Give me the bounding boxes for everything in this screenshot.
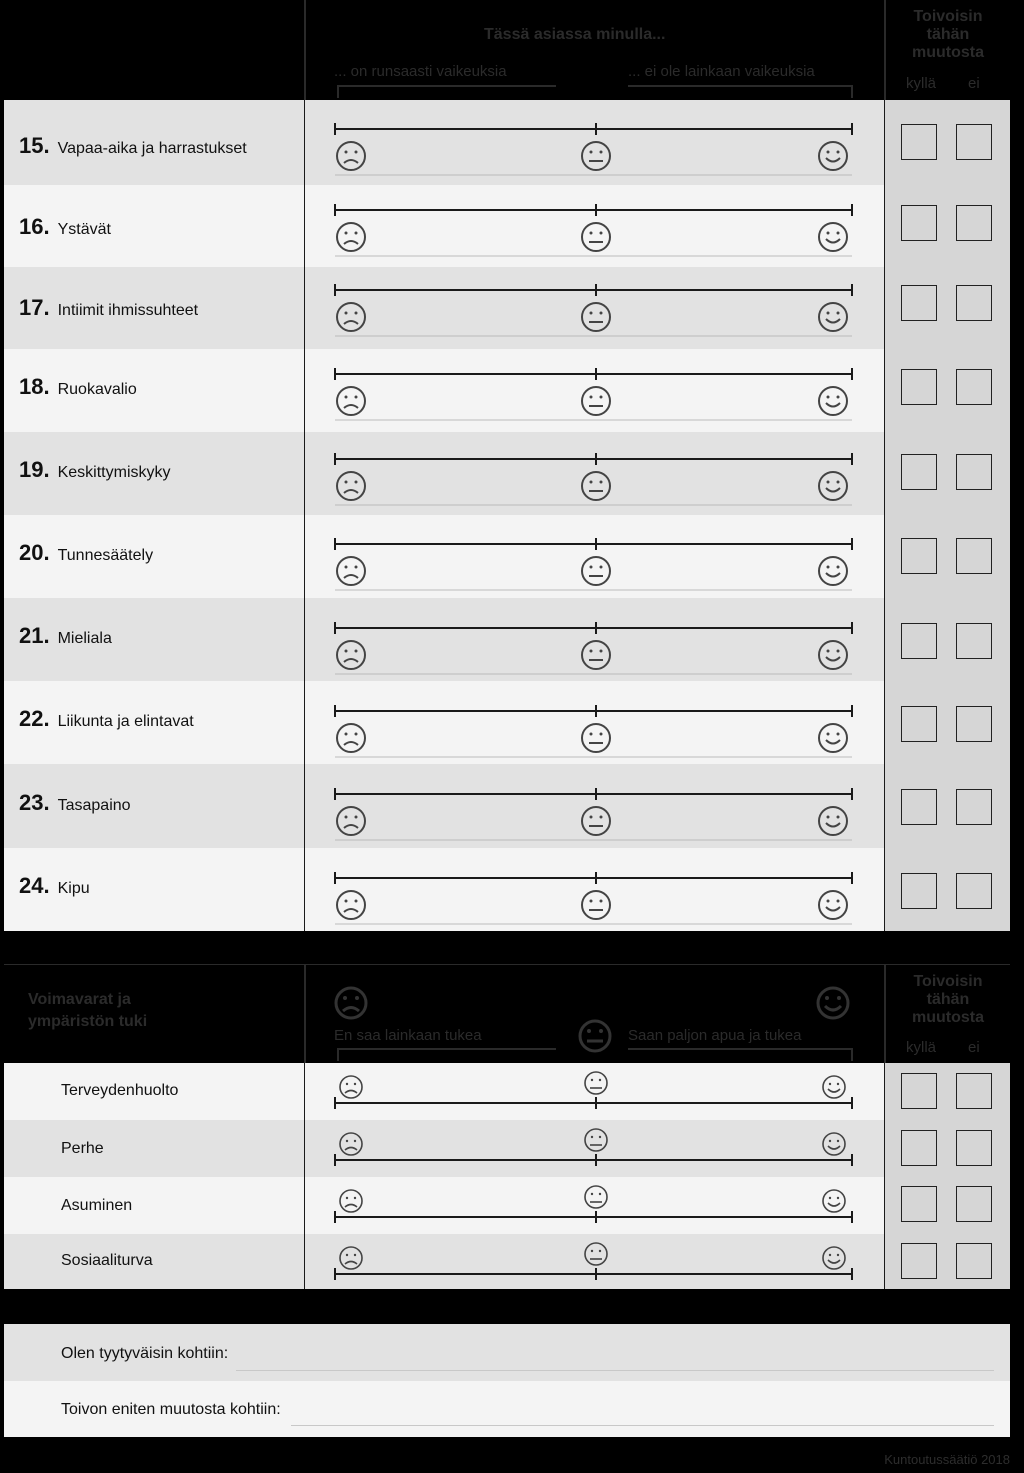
sad-face-icon[interactable] — [340, 1076, 362, 1098]
row-label-24: 24. Kipu — [19, 873, 90, 898]
happy-face-icon[interactable] — [819, 142, 847, 170]
scale-15[interactable] — [335, 123, 852, 175]
happy-face-icon[interactable] — [819, 724, 847, 752]
happy-face-icon[interactable] — [823, 1190, 845, 1212]
scale-24[interactable] — [335, 872, 852, 924]
scale-perhe[interactable] — [335, 1129, 852, 1166]
no-column-label-2: ei — [968, 1039, 980, 1056]
scale-asuminen[interactable] — [335, 1186, 852, 1223]
sad-face-icon[interactable] — [337, 223, 365, 251]
scale-header-title: Tässä asiassa minulla... — [484, 26, 666, 43]
happy-face-icon[interactable] — [819, 557, 847, 585]
row-label-23: 23. Tasapaino — [19, 790, 131, 815]
support-right-anchor: Saan paljon apua ja tukea — [628, 1027, 802, 1044]
row-label-22: 22. Liikunta ja elintavat — [19, 706, 194, 731]
happy-face-icon[interactable] — [819, 891, 847, 919]
happy-face-icon[interactable] — [819, 807, 847, 835]
section2-scales — [0, 1063, 1024, 1289]
row-label-18: 18. Ruokavalio — [19, 374, 137, 399]
wish-change-label: Toivon eniten muutosta kohtiin: — [61, 1401, 281, 1418]
sad-face-icon[interactable] — [337, 387, 365, 415]
happy-face-icon[interactable] — [819, 303, 847, 331]
row-label-perhe: Perhe — [61, 1140, 104, 1157]
row-label-15: 15. Vapaa-aika ja harrastukset — [19, 133, 247, 158]
sad-face-icon[interactable] — [337, 557, 365, 585]
scale-left-anchor: ... on runsaasti vaikeuksia — [334, 63, 507, 80]
happy-face-icon[interactable] — [823, 1247, 845, 1269]
sad-face-icon[interactable] — [337, 724, 365, 752]
row-label-asuminen: Asuminen — [61, 1197, 133, 1214]
yes-column-label: kyllä — [906, 75, 937, 92]
wish-change-input-line[interactable] — [291, 1425, 994, 1426]
neutral-face-icon[interactable] — [582, 223, 610, 251]
row-label-16: 16. Ystävät — [19, 214, 111, 239]
section3-summary — [4, 1324, 1010, 1437]
scale-23[interactable] — [335, 788, 852, 840]
scale-21[interactable] — [335, 622, 852, 674]
sad-face-icon[interactable] — [337, 472, 365, 500]
neutral-face-icon[interactable] — [585, 1243, 607, 1265]
copyright-footer: Kuntoutussäätiö 2018 — [884, 1452, 1010, 1467]
satisfied-input-line[interactable] — [236, 1370, 994, 1371]
scale-18[interactable] — [335, 368, 852, 420]
row-label-17: 17. Intiimit ihmissuhteet — [19, 295, 199, 320]
large-sad-face-icon — [336, 988, 366, 1018]
scale-22[interactable] — [335, 705, 852, 757]
neutral-face-icon[interactable] — [585, 1186, 607, 1208]
scale-sosiaaliturva[interactable] — [335, 1243, 852, 1280]
section2-header-graphics — [0, 960, 1024, 1076]
sad-face-icon[interactable] — [340, 1247, 362, 1269]
sad-face-icon[interactable] — [340, 1190, 362, 1212]
change-header-2: Toivoisin tähän muutosta — [912, 973, 984, 1026]
scale-19[interactable] — [335, 453, 852, 505]
sad-face-icon[interactable] — [337, 303, 365, 331]
sad-face-icon[interactable] — [337, 891, 365, 919]
section2-title: Voimavarat ja ympäristön tuki — [28, 991, 148, 1030]
row-label-20: 20. Tunnesäätely — [19, 540, 154, 565]
support-left-anchor: En saa lainkaan tukea — [334, 1027, 482, 1044]
neutral-face-icon[interactable] — [582, 387, 610, 415]
yes-column-label-2: kyllä — [906, 1039, 937, 1056]
row-label-21: 21. Mieliala — [19, 623, 112, 648]
neutral-face-icon[interactable] — [582, 142, 610, 170]
no-column-label: ei — [968, 75, 980, 92]
happy-face-icon[interactable] — [823, 1076, 845, 1098]
row-label-19: 19. Keskittymiskyky — [19, 457, 171, 482]
neutral-face-icon[interactable] — [582, 641, 610, 669]
scale-20[interactable] — [335, 538, 852, 590]
large-neutral-face-icon — [580, 1021, 610, 1051]
row-label-sosiaaliturva: Sosiaaliturva — [61, 1252, 153, 1269]
scale-17[interactable] — [335, 284, 852, 336]
neutral-face-icon[interactable] — [585, 1072, 607, 1094]
happy-face-icon[interactable] — [819, 641, 847, 669]
neutral-face-icon[interactable] — [582, 472, 610, 500]
neutral-face-icon[interactable] — [582, 891, 610, 919]
sad-face-icon[interactable] — [337, 142, 365, 170]
neutral-face-icon[interactable] — [582, 303, 610, 331]
happy-face-icon[interactable] — [823, 1133, 845, 1155]
happy-face-icon[interactable] — [819, 223, 847, 251]
happy-face-icon[interactable] — [819, 387, 847, 415]
neutral-face-icon[interactable] — [582, 724, 610, 752]
happy-face-icon[interactable] — [819, 472, 847, 500]
scale-terveydenhuolto[interactable] — [335, 1072, 852, 1109]
scale-right-anchor: ... ei ole lainkaan vaikeuksia — [628, 63, 815, 80]
neutral-face-icon[interactable] — [585, 1129, 607, 1151]
satisfied-label: Olen tyytyväisin kohtiin: — [61, 1345, 229, 1362]
neutral-face-icon[interactable] — [582, 807, 610, 835]
change-header-1: Toivoisin tähän muutosta — [912, 8, 984, 61]
sad-face-icon[interactable] — [337, 641, 365, 669]
row-label-terveydenhuolto: Terveydenhuolto — [61, 1082, 179, 1099]
sad-face-icon[interactable] — [340, 1133, 362, 1155]
neutral-face-icon[interactable] — [582, 557, 610, 585]
sad-face-icon[interactable] — [337, 807, 365, 835]
large-happy-face-icon — [818, 988, 848, 1018]
scale-16[interactable] — [335, 204, 852, 256]
